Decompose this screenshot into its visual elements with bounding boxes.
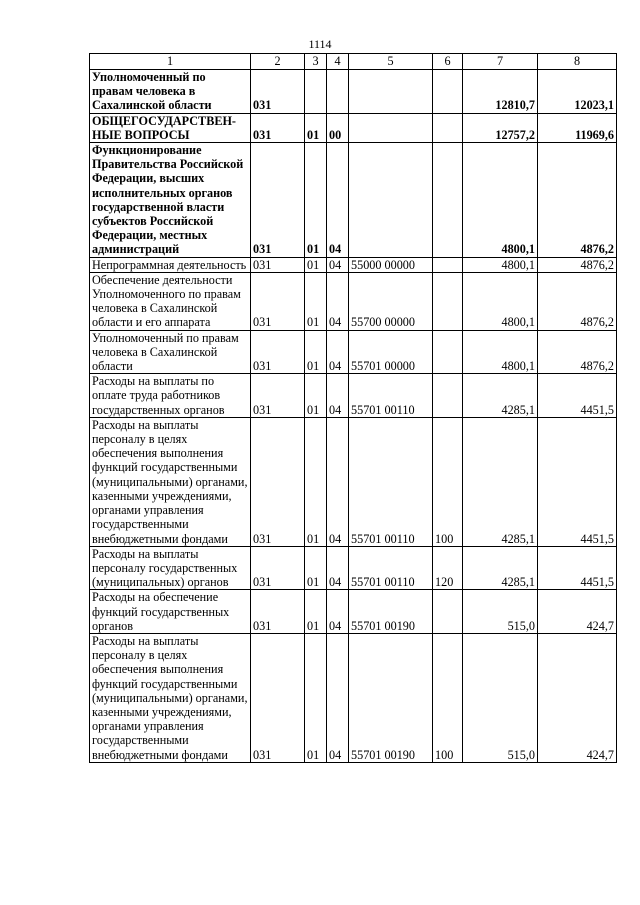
row-vr bbox=[433, 330, 463, 374]
row-year2: 4876,2 bbox=[538, 272, 617, 330]
row-csr: 55701 00190 bbox=[349, 590, 433, 634]
table-row bbox=[90, 272, 617, 330]
row-pr: 04 bbox=[327, 417, 349, 546]
row-ved: 031 bbox=[251, 143, 305, 258]
row-vr: 100 bbox=[433, 417, 463, 546]
row-year1: 4800,1 bbox=[463, 257, 538, 272]
row-year1: 4285,1 bbox=[463, 417, 538, 546]
row-ved: 031 bbox=[251, 417, 305, 546]
table-row bbox=[90, 546, 617, 590]
row-year1: 515,0 bbox=[463, 590, 538, 634]
row-csr: 55701 00110 bbox=[349, 374, 433, 418]
row-rz: 01 bbox=[305, 330, 327, 374]
row-pr: 04 bbox=[327, 330, 349, 374]
page-number: 1114 bbox=[308, 37, 332, 51]
row-csr: 55701 00110 bbox=[349, 546, 433, 590]
row-rz: 01 bbox=[305, 374, 327, 418]
table-body bbox=[90, 70, 617, 763]
row-pr: 04 bbox=[327, 143, 349, 258]
table-row bbox=[90, 330, 617, 374]
row-name: Расходы на выплаты персоналу в целях обеспечения выполнения функций государственными (муниципальными) органами, казенными учреждениями, органами управления государственными внебюджетными фондами bbox=[90, 417, 251, 546]
row-rz bbox=[305, 70, 327, 114]
row-pr: 04 bbox=[327, 272, 349, 330]
budget-table bbox=[89, 53, 617, 763]
table-row bbox=[90, 143, 617, 258]
table-row bbox=[90, 590, 617, 634]
row-pr bbox=[327, 70, 349, 114]
row-rz: 01 bbox=[305, 546, 327, 590]
row-year2: 4876,2 bbox=[538, 143, 617, 258]
row-pr: 04 bbox=[327, 633, 349, 762]
header-col-4: 4 bbox=[327, 54, 349, 70]
row-name: Непрограммная деятельность bbox=[90, 257, 251, 272]
row-name: Расходы на выплаты по оплате труда работников государственных органов bbox=[90, 374, 251, 418]
row-name: ОБЩЕГОСУДАРСТВЕН-НЫЕ ВОПРОСЫ bbox=[90, 113, 251, 142]
row-year2: 4451,5 bbox=[538, 546, 617, 590]
row-pr: 00 bbox=[327, 113, 349, 142]
row-year1: 4800,1 bbox=[463, 330, 538, 374]
table-row bbox=[90, 633, 617, 762]
header-col-5: 5 bbox=[349, 54, 433, 70]
row-pr: 04 bbox=[327, 590, 349, 634]
table-row bbox=[90, 70, 617, 114]
row-name: Уполномоченный по правам человека в Сахалинской области bbox=[90, 330, 251, 374]
row-ved: 031 bbox=[251, 546, 305, 590]
row-year2: 424,7 bbox=[538, 590, 617, 634]
row-rz: 01 bbox=[305, 143, 327, 258]
row-rz: 01 bbox=[305, 590, 327, 634]
row-year2: 4876,2 bbox=[538, 257, 617, 272]
row-ved: 031 bbox=[251, 633, 305, 762]
row-vr bbox=[433, 272, 463, 330]
header-row bbox=[90, 54, 617, 70]
row-year2: 4451,5 bbox=[538, 417, 617, 546]
row-rz: 01 bbox=[305, 257, 327, 272]
row-pr: 04 bbox=[327, 257, 349, 272]
row-csr bbox=[349, 113, 433, 142]
row-rz: 01 bbox=[305, 113, 327, 142]
row-vr bbox=[433, 257, 463, 272]
row-pr: 04 bbox=[327, 374, 349, 418]
row-year2: 12023,1 bbox=[538, 70, 617, 114]
row-csr bbox=[349, 70, 433, 114]
row-pr: 04 bbox=[327, 546, 349, 590]
row-vr bbox=[433, 374, 463, 418]
row-csr: 55000 00000 bbox=[349, 257, 433, 272]
row-year2: 4451,5 bbox=[538, 374, 617, 418]
row-csr: 55700 00000 bbox=[349, 272, 433, 330]
row-csr: 55701 00110 bbox=[349, 417, 433, 546]
header-col-1: 1 bbox=[90, 54, 251, 70]
row-year2: 11969,6 bbox=[538, 113, 617, 142]
row-rz: 01 bbox=[305, 633, 327, 762]
row-year1: 12810,7 bbox=[463, 70, 538, 114]
header-col-6: 6 bbox=[433, 54, 463, 70]
header-col-3: 3 bbox=[305, 54, 327, 70]
row-vr bbox=[433, 143, 463, 258]
row-vr: 120 bbox=[433, 546, 463, 590]
table-row bbox=[90, 374, 617, 418]
row-rz: 01 bbox=[305, 417, 327, 546]
row-year1: 4285,1 bbox=[463, 546, 538, 590]
row-year1: 12757,2 bbox=[463, 113, 538, 142]
row-ved: 031 bbox=[251, 70, 305, 114]
row-ved: 031 bbox=[251, 590, 305, 634]
row-year1: 4800,1 bbox=[463, 272, 538, 330]
row-name: Расходы на обеспечение функций государственных органов bbox=[90, 590, 251, 634]
table-row bbox=[90, 417, 617, 546]
row-year1: 4285,1 bbox=[463, 374, 538, 418]
header-col-2: 2 bbox=[251, 54, 305, 70]
row-csr: 55701 00190 bbox=[349, 633, 433, 762]
header-col-8: 8 bbox=[538, 54, 617, 70]
row-name: Расходы на выплаты персоналу в целях обеспечения выполнения функций государственными (муниципальными) органами, казенными учреждениями, органами управления государственными внебюджетными фондами bbox=[90, 633, 251, 762]
row-year2: 4876,2 bbox=[538, 330, 617, 374]
header-col-7: 7 bbox=[463, 54, 538, 70]
row-rz: 01 bbox=[305, 272, 327, 330]
table-row bbox=[90, 113, 617, 142]
row-csr: 55701 00000 bbox=[349, 330, 433, 374]
row-ved: 031 bbox=[251, 272, 305, 330]
row-name: Уполномоченный по правам человека в Сахалинской области bbox=[90, 70, 251, 114]
row-csr bbox=[349, 143, 433, 258]
row-ved: 031 bbox=[251, 330, 305, 374]
row-ved: 031 bbox=[251, 257, 305, 272]
row-name: Обеспечение деятельности Уполномоченного по правам человека в Сахалинской области и его аппарата bbox=[90, 272, 251, 330]
row-year1: 515,0 bbox=[463, 633, 538, 762]
row-name: Расходы на выплаты персоналу государственных (муниципальных) органов bbox=[90, 546, 251, 590]
row-vr: 100 bbox=[433, 633, 463, 762]
row-name: Функционирование Правительства Российской Федерации, высших исполнительных органов государственной власти субъектов Российской Федерации, местных администраций bbox=[90, 143, 251, 258]
table-row bbox=[90, 257, 617, 272]
row-vr bbox=[433, 113, 463, 142]
row-vr bbox=[433, 590, 463, 634]
row-vr bbox=[433, 70, 463, 114]
row-year1: 4800,1 bbox=[463, 143, 538, 258]
row-ved: 031 bbox=[251, 113, 305, 142]
row-year2: 424,7 bbox=[538, 633, 617, 762]
row-ved: 031 bbox=[251, 374, 305, 418]
